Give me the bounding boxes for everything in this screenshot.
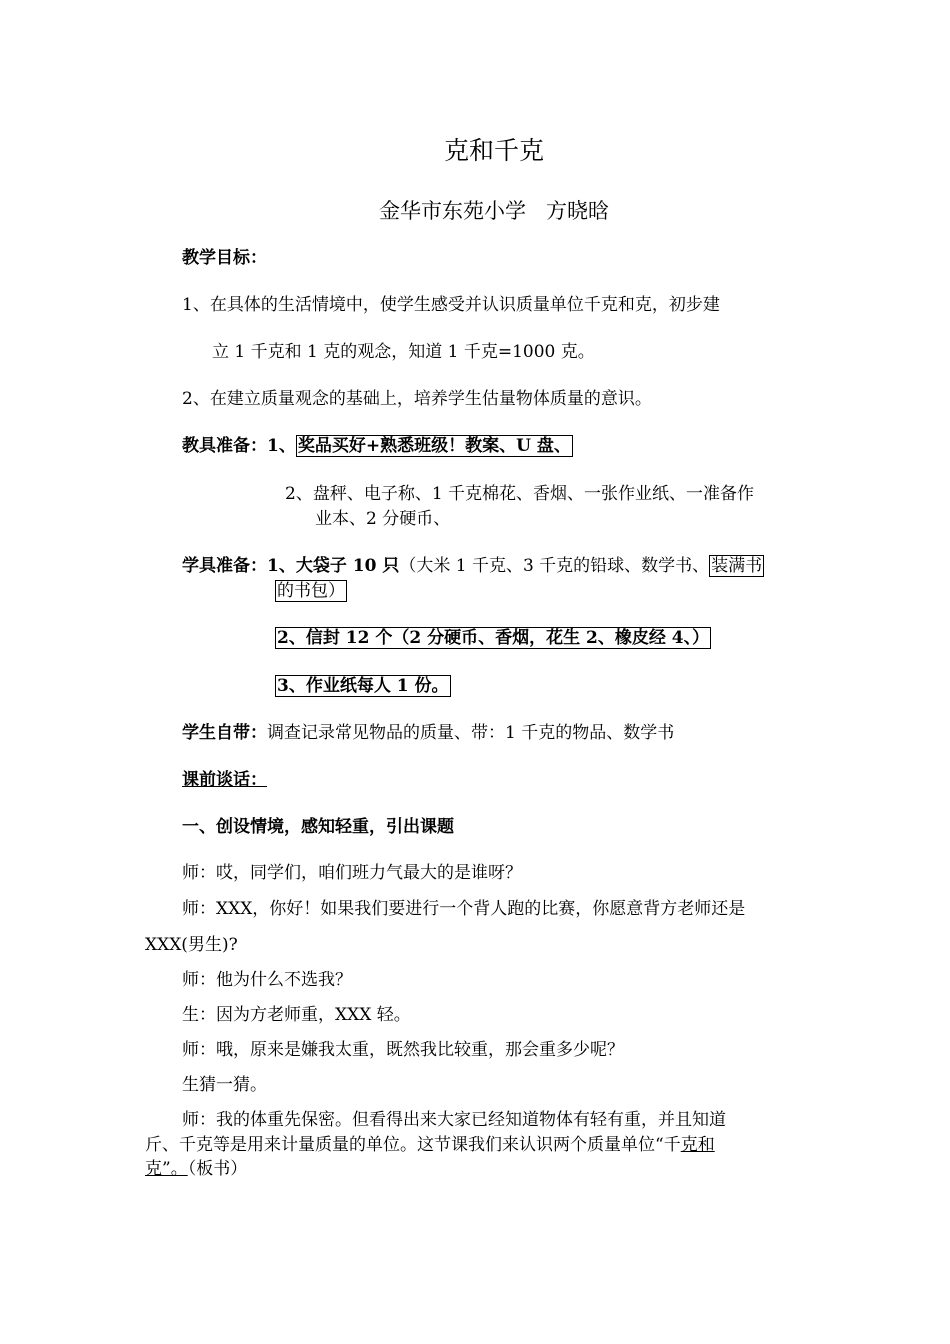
student-tools-row-3 <box>275 675 451 697</box>
dialogue-line-7c <box>145 1158 247 1180</box>
objective-1-line-2: 立 1 千克和 1 克的观念，知道 1 千克=1000 克。 <box>212 342 595 362</box>
student-tools-item-2-boxed: 2、信封 12 个（2 分硬币、香烟，花生 2、橡皮经 4、） <box>277 628 710 648</box>
teaching-tools-heading: 教具准备： <box>182 436 267 456</box>
dialogue-line-7c-underlined: 克”。 <box>145 1159 188 1179</box>
dialogue-line-7c-text: （板书） <box>187 1159 248 1179</box>
teaching-tools-item-1-boxed: 奖品买好+熟悉班级！教案、U 盘、 <box>297 436 571 456</box>
dialogue-line-1: 师：哎，同学们，咱们班力气最大的是谁呀？ <box>182 863 522 883</box>
dialogue-line-5: 师：哦，原来是嫌我太重，既然我比较重，那会重多少呢？ <box>182 1040 624 1060</box>
self-bring-heading: 学生自带： <box>182 723 267 743</box>
student-tools-item-1-boxed-a: 装满书 <box>711 556 763 576</box>
student-tools-row-1 <box>182 555 764 577</box>
objective-1-line-1: 1、在具体的生活情境中，使学生感受并认识质量单位千克和克，初步建 <box>182 295 720 315</box>
dialogue-line-7b-text: 斤、千克等是用来计量质量的单位。这节课我们来认识两个质量单位“千 <box>145 1135 681 1155</box>
student-tools-heading: 学具准备： <box>182 556 267 576</box>
teaching-tools-row-1 <box>182 435 573 457</box>
teaching-tools-item-1-number: 1、 <box>267 436 296 456</box>
author-line: 金华市东苑小学 方晓晗 <box>378 199 610 223</box>
dialogue-line-7b-underlined: 克和 <box>680 1135 715 1155</box>
self-bring-row <box>182 722 674 744</box>
dialogue-line-4: 生：因为方老师重，XXX 轻。 <box>182 1005 411 1025</box>
section-1-heading: 一、创设情境，感知轻重，引出课题 <box>182 817 454 837</box>
teaching-tools-item-2-line-2: 业本、2 分硬币、 <box>315 509 451 529</box>
dialogue-line-2a: 师：XXX，你好！如果我们要进行一个背人跑的比赛，你愿意背方老师还是 <box>182 899 746 919</box>
dialogue-line-7a: 师：我的体重先保密。但看得出来大家已经知道物体有轻有重，并且知道 <box>182 1110 726 1130</box>
student-tools-item-1-bold: 1、大袋子 10 只 <box>267 556 400 576</box>
student-tools-item-1-text: （大米 1 千克、3 千克的铅球、数学书、 <box>399 556 710 576</box>
student-tools-row-2 <box>275 627 711 649</box>
dialogue-line-3: 师：他为什么不选我？ <box>182 970 352 990</box>
student-tools-item-3-boxed: 3、作业纸每人 1 份。 <box>277 676 449 696</box>
teaching-tools-item-2-line-1: 2、盘秤、电子称、1 千克棉花、香烟、一张作业纸、一准备作 <box>285 484 755 504</box>
dialogue-line-2b: XXX(男生)? <box>145 935 238 955</box>
dialogue-line-6: 生猜一猜。 <box>182 1075 267 1095</box>
pre-talk-label: 课前谈话： <box>182 770 267 790</box>
objectives-heading: 教学目标： <box>182 248 267 268</box>
document-title: 克和千克 <box>443 136 544 165</box>
student-tools-row-1-continued <box>275 580 347 602</box>
student-tools-item-1-boxed-b: 的书包） <box>277 581 345 601</box>
pre-talk-heading <box>182 769 267 791</box>
dialogue-line-7b <box>145 1134 715 1156</box>
self-bring-text: 调查记录常见物品的质量、带：1 千克的物品、数学书 <box>267 723 675 743</box>
objective-2: 2、在建立质量观念的基础上，培养学生估量物体质量的意识。 <box>182 389 652 409</box>
